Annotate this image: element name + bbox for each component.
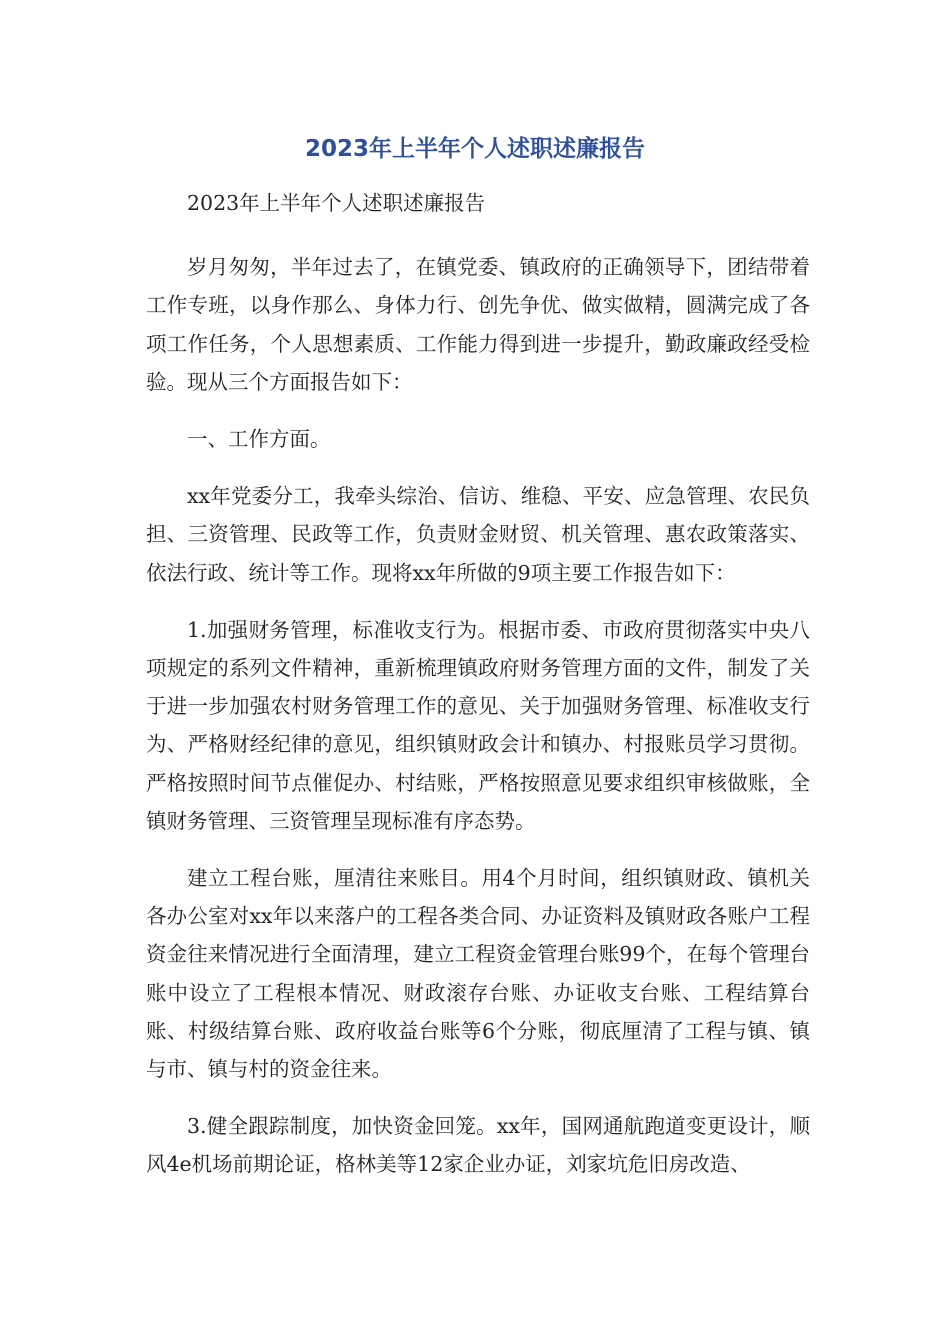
paragraph-item-3: 3.健全跟踪制度，加快资金回笼。xx年，国网通航跑道变更设计，顺风4e机场前期论证，格林美等12家企业办证，刘家坑危旧房改造、 xyxy=(146,1114,810,1177)
section-heading-work: 一、工作方面。 xyxy=(187,427,331,452)
document-title: 2023年上半年个人述职述廉报告 xyxy=(304,136,645,162)
paragraph-intro: 岁月匆匆，半年过去了，在镇党委、镇政府的正确领导下，团结带着工作专班，以身作那么、身体力行、创先争优、做实做精，圆满完成了各项工作任务，个人思想素质、工作能力得到进一步提升，勤政廉政经受检验。现从三个方面报告如下： xyxy=(146,255,810,394)
paragraph-duties: xx年党委分工，我牵头综治、信访、维稳、平安、应急管理、农民负担、三资管理、民政等工作，负责财金财贸、机关管理、惠农政策落实、依法行政、统计等工作。现将xx年所做的9项主要工作报告如下： xyxy=(146,484,810,585)
document-body xyxy=(146,184,810,1203)
paragraph-item-2: 建立工程台账，厘清往来账目。用4个月时间，组织镇财政、镇机关各办公室对xx年以来落户的工程各类合同、办证资料及镇财政各账户工程资金往来情况进行全面清理，建立工程资金管理台账99个，在每个管理台账中设立了工程根本情况、财政滚存台账、办证收支台账、工程结算台账、村级结算台账、政府收益台账等6个分账，彻底厘清了工程与镇、镇与市、镇与村的资金往来。 xyxy=(146,866,810,1082)
document-subtitle: 2023年上半年个人述职述廉报告 xyxy=(187,191,486,215)
paragraph-item-1: 1.加强财务管理，标准收支行为。根据市委、市政府贯彻落实中央八项规定的系列文件精神，重新梳理镇政府财务管理方面的文件，制发了关于进一步加强农村财务管理工作的意见、关于加强财务管理、标准收支行为、严格财经纪律的意见，组织镇财政会计和镇办、村报账员学习贯彻。严格按照时间节点催促办、村结账，严格按照意见要求组织审核做账，全镇财务管理、三资管理呈现标准有序态势。 xyxy=(146,617,810,833)
